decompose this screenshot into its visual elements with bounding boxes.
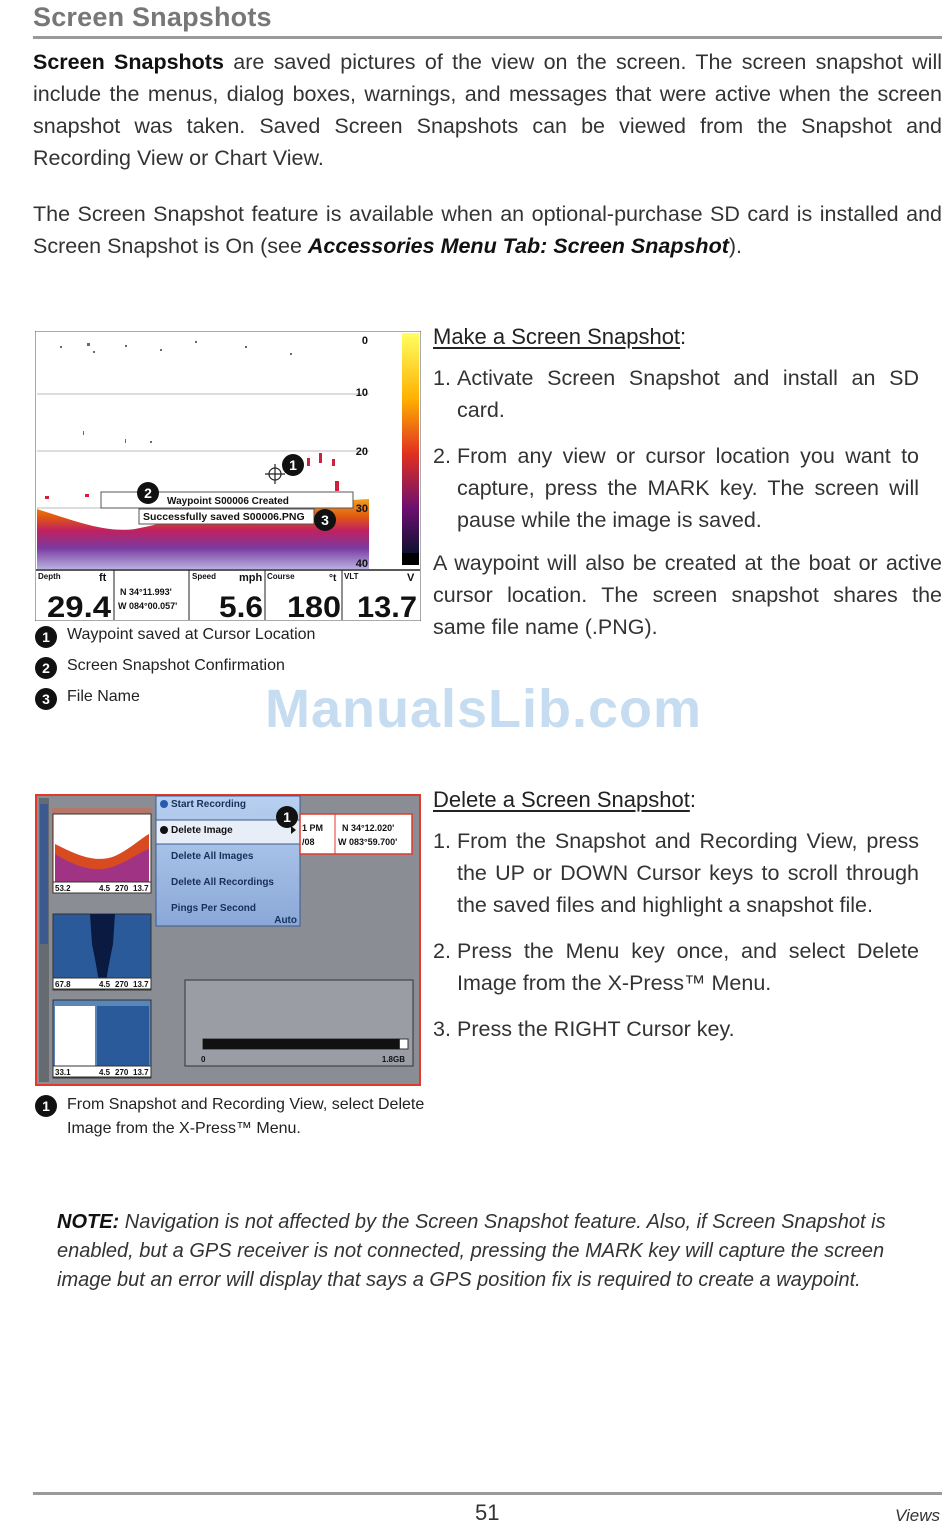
step-number: 1. <box>433 829 451 853</box>
thumb3-depth: 33.1 <box>55 1068 71 1077</box>
watermark: ManualsLib.com <box>265 679 703 739</box>
step-text: From any view or cursor location you want to capture, press the MARK key. The screen will pause while the image is saved. <box>457 444 919 532</box>
accessories-link[interactable]: Accessories Menu Tab: Screen Snapshot <box>307 234 729 258</box>
thumb1-volt: 13.7 <box>133 884 149 893</box>
thumb3-speed: 4.5 <box>99 1068 111 1077</box>
make-steps <box>433 362 919 536</box>
depth-scale-20: 20 <box>355 446 368 458</box>
speed-unit: mph <box>239 572 263 584</box>
lat-readout: N 34°11.993' <box>120 587 172 597</box>
course-unit: °t <box>329 573 337 584</box>
step-number: 2. <box>433 444 451 468</box>
note-text: Navigation is not affected by the Screen Snapshot feature. Also, if Screen Snapshot is enabled, but a GPS receiver is not connected, pressing the MARK key will capture the screen image but an error will display that says a GPS position fix is required to create a waypoint. <box>57 1211 886 1291</box>
speed-label: Speed <box>192 572 217 581</box>
thumb1-speed: 4.5 <box>99 884 111 893</box>
time-partial: 1 PM <box>302 823 324 833</box>
availability-paragraph <box>33 198 942 262</box>
depth-value: 29.4 <box>47 591 112 621</box>
depth-label: Depth <box>38 572 61 581</box>
menu-pings-per-second[interactable]: Pings Per Second <box>171 903 257 914</box>
storage-max: 1.8GB <box>381 1055 405 1064</box>
caption-badge: 1 <box>35 626 57 648</box>
recording-lon: W 083°59.700' <box>338 837 398 847</box>
thumb1-depth: 53.2 <box>55 884 71 893</box>
depth-unit: ft <box>99 572 107 584</box>
recording-lat: N 34°12.020' <box>342 823 395 833</box>
delete-steps <box>433 825 919 1045</box>
recording-view-image <box>35 794 421 1086</box>
waypoint-message: Waypoint S00006 Created <box>167 496 289 507</box>
step-number: 1. <box>433 366 451 390</box>
step-text: Press the Menu key once, and select Delete Image from the X-Press™ Menu. <box>457 939 919 995</box>
caption-badge: 2 <box>35 657 57 679</box>
make-after-text: A waypoint will also be created at the boat or active cursor location. The screen snapshot shares the same file name (.PNG). <box>433 551 942 639</box>
delete-section <box>433 787 919 1059</box>
delete-heading <box>433 787 919 813</box>
volt-label: VLT <box>344 572 359 581</box>
speed-value: 5.6 <box>219 591 263 621</box>
make-heading-text: Make a Screen Snapshot <box>433 324 681 349</box>
saved-message: Successfully saved S00006.PNG <box>143 511 305 523</box>
callout-3: 3 <box>321 512 329 528</box>
list-item <box>433 1013 919 1045</box>
caption-text: From Snapshot and Recording View, select Delete Image from the X-Press™ Menu. <box>67 1096 425 1137</box>
caption-item <box>35 626 315 648</box>
make-section <box>433 324 919 550</box>
depth-scale-0: 0 <box>361 335 368 347</box>
intro-text: are saved pictures of the view on the screen. The screen snapshot will include the menus, dialog boxes, warnings, and messages that were active when the screen snapshot was taken. Saved Screen Snapshots can be viewed from the Snapshot and Recording View or Chart View. <box>33 50 942 170</box>
caption-badge: 3 <box>35 688 57 710</box>
step-number: 3. <box>433 1017 451 1041</box>
caption-text: Waypoint saved at Cursor Location <box>67 626 316 643</box>
intro-paragraph <box>33 46 942 174</box>
page-title: Screen Snapshots <box>33 2 272 32</box>
thumb3-course: 270 <box>115 1068 129 1077</box>
thumb2-depth: 67.8 <box>55 980 71 989</box>
availability-text: The Screen Snapshot feature is available when an optional-purchase SD card is installed and Screen Snapshot is On (see <box>33 202 942 258</box>
menu-start-recording[interactable]: Start Recording <box>171 799 247 810</box>
storage-min: 0 <box>201 1055 206 1064</box>
caption-text: Screen Snapshot Confirmation <box>67 657 285 674</box>
volt-value: 13.7 <box>357 591 417 621</box>
step-number: 2. <box>433 939 451 963</box>
section-name: Views <box>894 1506 940 1525</box>
step-text: From the Snapshot and Recording View, press the UP or DOWN Cursor keys to scroll through the saved files and highlight a snapshot file. <box>457 829 919 917</box>
page-number: 51 <box>475 1500 500 1525</box>
step-text: Activate Screen Snapshot and install an SD card. <box>457 366 919 422</box>
footer-rule <box>33 1492 942 1495</box>
sonar-snapshot-image <box>35 331 421 621</box>
list-item <box>433 825 919 921</box>
course-label: Course <box>267 572 295 581</box>
callout-1: 1 <box>289 457 297 473</box>
menu-pings-value: Auto <box>274 915 297 926</box>
thumb3-volt: 13.7 <box>133 1068 149 1077</box>
make-heading <box>433 324 919 350</box>
list-item <box>433 362 919 426</box>
caption-text: File Name <box>67 688 140 705</box>
title-rule <box>33 36 942 39</box>
date-partial: /08 <box>302 837 315 847</box>
course-value: 180 <box>287 591 341 621</box>
depth-scale-10: 10 <box>355 387 368 399</box>
lon-readout: W 084°00.057' <box>118 601 178 611</box>
storage-used-bar <box>203 1039 400 1049</box>
make-heading-colon: : <box>680 324 687 349</box>
note-paragraph <box>57 1208 927 1295</box>
list-item <box>433 935 919 999</box>
thumb2-course: 270 <box>115 980 129 989</box>
delete-heading-text: Delete a Screen Snapshot <box>433 787 690 812</box>
menu-delete-image[interactable]: Delete Image <box>171 825 233 836</box>
depth-scale-30: 30 <box>355 503 368 515</box>
thumb2-volt: 13.7 <box>133 980 149 989</box>
caption-item <box>35 657 315 679</box>
delete-caption <box>35 1093 425 1141</box>
thumb2-speed: 4.5 <box>99 980 111 989</box>
callout-2: 2 <box>144 485 152 501</box>
depth-scale-40: 40 <box>355 558 368 570</box>
availability-end: ). <box>728 234 743 258</box>
note-label: NOTE: <box>57 1211 120 1233</box>
delete-heading-colon: : <box>689 787 696 812</box>
list-item <box>433 440 919 536</box>
menu-delete-all-recordings[interactable]: Delete All Recordings <box>171 877 274 888</box>
recording-callout-1: 1 <box>283 809 291 825</box>
volt-unit: V <box>407 572 415 584</box>
step-text: Press the RIGHT Cursor key. <box>457 1017 735 1041</box>
menu-delete-all-images[interactable]: Delete All Images <box>171 851 254 862</box>
thumb1-course: 270 <box>115 884 129 893</box>
caption-badge: 1 <box>35 1095 57 1117</box>
intro-lead: Screen Snapshots <box>33 50 224 74</box>
